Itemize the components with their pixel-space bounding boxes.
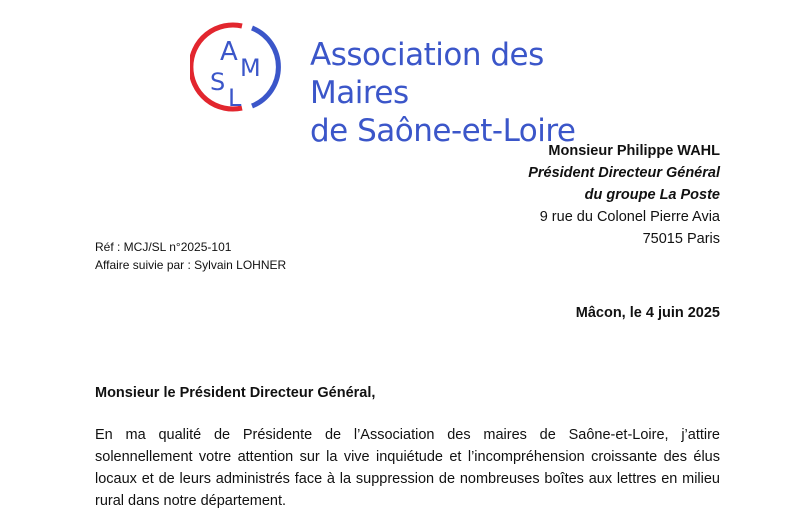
recipient-street: 9 rue du Colonel Pierre Avia	[539, 209, 720, 225]
recipient-title: Président Directeur Général	[528, 165, 720, 181]
association-logo	[190, 18, 630, 149]
date-line: Mâcon, le 4 juin 2025	[575, 305, 720, 321]
org-name-line1: Association des Maires	[310, 37, 544, 111]
logo-letter-l: L	[228, 84, 242, 112]
organization-name	[310, 36, 630, 150]
logo-letter-m: M	[240, 54, 261, 82]
case-handler: Affaire suivie par : Sylvain LOHNER	[95, 258, 287, 272]
recipient-address-block	[528, 140, 720, 250]
reference-block	[95, 238, 286, 274]
amsl-monogram	[190, 18, 285, 113]
recipient-company: du groupe La Poste	[584, 187, 720, 203]
logo-letter-a: A	[220, 37, 238, 67]
logo-letter-s: S	[210, 68, 226, 96]
org-name-line2: de Saône-et-Loire	[310, 113, 576, 149]
salutation: Monsieur le Président Directeur Général,	[95, 385, 376, 401]
letter-paragraph: En ma qualité de Présidente de l’Association des maires de Saône-et-Loire, j’attire solennellement votre attention sur la vive inquiétude et l’incompréhension croissante des élus locaux et de leurs administrés face à la suppression de nombreuses boîtes aux lettres en milieu rural dans notre département.	[95, 427, 720, 509]
reference-number: Réf : MCJ/SL n°2025-101	[95, 240, 232, 254]
recipient-city: 75015 Paris	[642, 231, 720, 247]
recipient-name: Monsieur Philippe WAHL	[548, 143, 720, 159]
